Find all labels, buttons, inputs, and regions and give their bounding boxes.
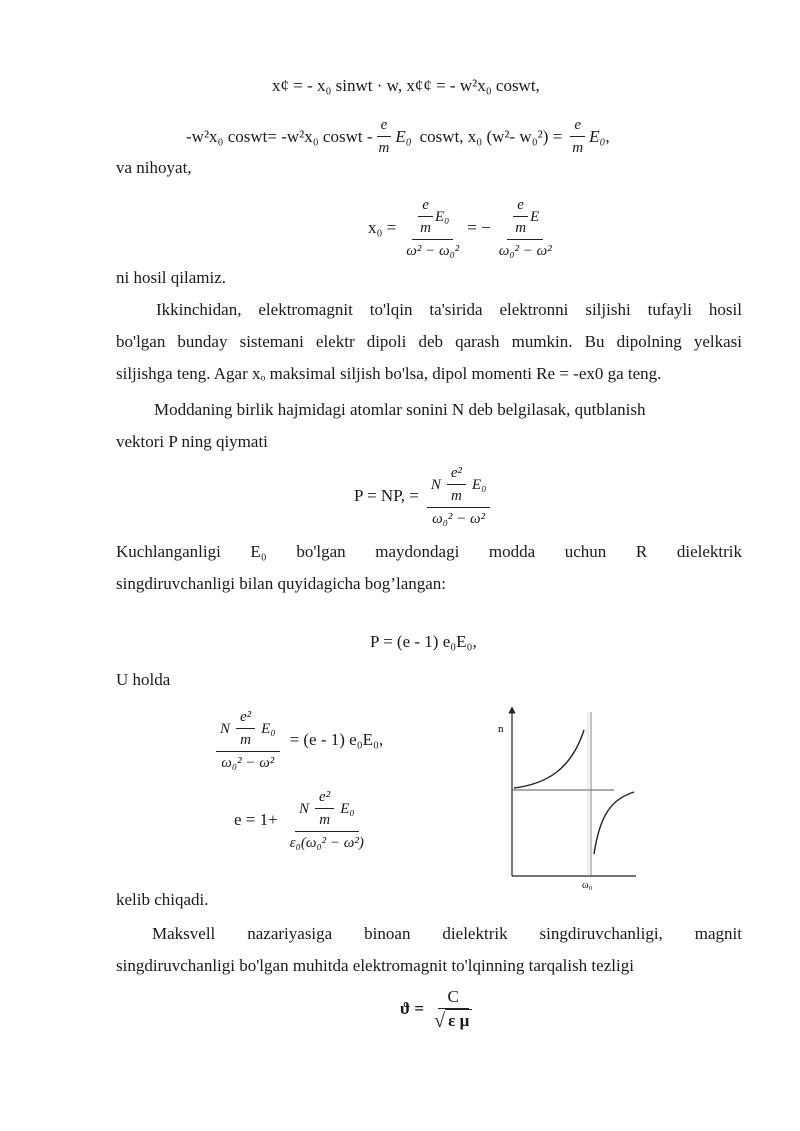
fraction-x0-right <box>495 194 556 262</box>
fraction-denominator: ω₀² − ω² <box>221 755 275 771</box>
text-line: siljishga teng. Agar xₒ maksimal siljish bo'lsa, dipol momenti Re = -ex0 ga teng. <box>116 364 662 383</box>
fraction-denominator: ε₀(ω₀² − ω²) <box>289 835 364 851</box>
text-line: singdiruvchanligi bo'lgan muhitda elektromagnit to'lqinning tarqalish tezligi <box>116 956 634 975</box>
symbol-e0: E₀ <box>435 208 450 225</box>
formula-part: = (e - 1) e₀E₀, <box>289 730 384 749</box>
fraction-polarization <box>427 462 491 530</box>
symbol-e0: E₀ <box>340 800 355 817</box>
sqrt-content: ε μ <box>445 1009 472 1032</box>
paragraph-kelib-chiqadi: kelib chiqadi. <box>116 890 209 909</box>
fraction-numerator: C <box>438 986 469 1009</box>
fraction-velocity <box>430 986 476 1032</box>
paragraph-ni-hosil: ni hosil qilamiz. <box>116 268 227 287</box>
fraction-denominator: ω₀² − ω² <box>432 511 486 527</box>
fraction-e2-over-m: $\frac{\text{e²}}{m}$ <box>447 462 466 507</box>
formula-label: ϑ = <box>400 999 425 1018</box>
symbol-e0: E₀ <box>589 126 606 146</box>
symbol-e0: E₀ <box>395 126 412 146</box>
dispersion-graph <box>496 704 646 890</box>
paragraph-u-holda: U holda <box>116 670 171 689</box>
equals-minus: = − <box>467 218 491 237</box>
formula-label: e = 1+ <box>234 810 278 829</box>
curve-lower-branch <box>514 730 584 788</box>
fraction-numerator <box>216 706 280 752</box>
fraction-numerator <box>427 462 491 508</box>
curve-upper-branch <box>594 792 634 854</box>
fraction-e2-over-m: $\frac{\text{e²}}{m}$ <box>236 706 255 751</box>
formula-equality <box>216 706 383 774</box>
text-line: Moddaning birlik hajmidagi atomlar sonini N deb belgilasak, qutblanish <box>154 400 646 419</box>
symbol-e: E <box>530 208 540 225</box>
paragraph-moddaning <box>116 394 742 458</box>
symbol-e0: E₀ <box>261 720 276 737</box>
formula-part: coswt, x₀ (w²- w₀²) = <box>419 126 563 146</box>
formula-label: P = NP, = <box>354 486 419 505</box>
fraction-permittivity <box>286 786 368 854</box>
paragraph-maksvell <box>116 918 742 982</box>
fraction-numerator <box>412 194 453 240</box>
fraction-e2-over-m: $\frac{\text{e²}}{m}$ <box>315 786 334 831</box>
paragraph-kuchlanganligi <box>116 536 742 600</box>
formula-part: -w²x₀ coswt= -w²x₀ coswt - <box>186 126 373 146</box>
fraction-denominator: ω² − ω₀² <box>406 243 460 259</box>
formula-polarization <box>354 462 490 530</box>
x-axis-label: ω₀ <box>582 880 593 890</box>
paragraph-ikkinchidan <box>116 294 742 390</box>
formula-label: x₀ = <box>368 218 397 237</box>
formula-derivatives: x¢ = - x₀ sinwt · w, x¢¢ = - w²x₀ coswt, <box>272 76 540 95</box>
text-line: bo'lgan bunday sistemani elektr dipoli deb qarash mumkin. Bu dipolning yelkasi <box>116 332 742 351</box>
comma: , <box>605 126 610 146</box>
symbol-n: N <box>299 800 310 817</box>
y-axis-label: n <box>498 723 504 735</box>
fraction-e-over-m: $\frac{e}{m}$ <box>568 114 587 159</box>
formula-substitution <box>186 114 610 159</box>
fraction-denominator <box>430 1009 476 1032</box>
formula-p-relation: P = (e - 1) e₀E₀, <box>370 632 477 651</box>
text-line: vektori P ning qiymati <box>116 432 268 451</box>
symbol-n: N <box>220 720 231 737</box>
text-line: singdiruvchanligi bilan quyidagicha bog’langan: <box>116 574 447 593</box>
fraction-e-over-m: $\frac{e}{m}$ <box>375 114 394 159</box>
fraction-denominator: ω₀² − ω² <box>498 243 552 259</box>
fraction-numerator <box>507 194 543 240</box>
fraction-polarization <box>216 706 280 774</box>
fraction-e-over-m: $\frac{e}{m}$ <box>511 194 530 239</box>
fraction-e-over-m: $\frac{e}{m}$ <box>416 194 435 239</box>
fraction-numerator <box>295 786 359 832</box>
fraction-x0-left <box>402 194 463 262</box>
formula-velocity <box>400 986 476 1032</box>
text-line: Kuchlanganligi E₀ bo'lgan maydondagi modda uchun R dielektrik <box>116 542 742 561</box>
paragraph-va-nihoyat: va nihoyat, <box>116 158 192 177</box>
sqrt-sign: √ <box>434 1009 446 1032</box>
formula-permittivity <box>234 786 368 854</box>
symbol-n: N <box>430 476 441 493</box>
text-line: Maksvell nazariyasiga binoan dielektrik singdiruvchanligi, magnit <box>152 924 742 943</box>
formula-x0 <box>368 194 556 262</box>
symbol-e0: E₀ <box>472 476 487 493</box>
text-line: Ikkinchidan, elektromagnit to'lqin ta'sirida elektronni siljishi tufayli hosil <box>156 300 742 319</box>
